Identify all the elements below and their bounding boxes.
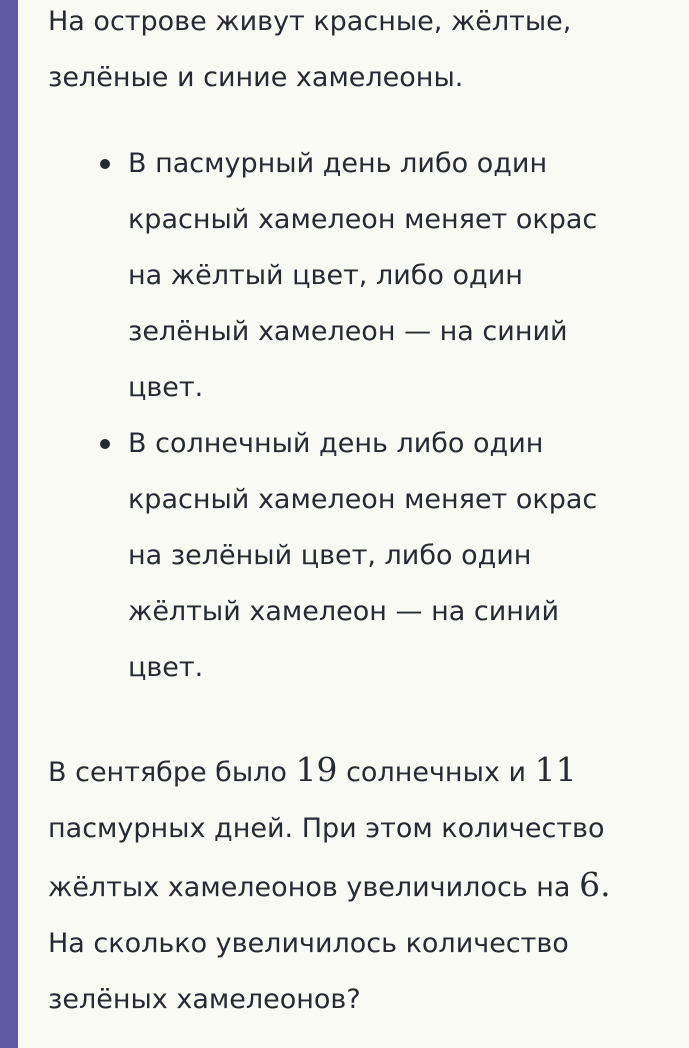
list-line: зелёный хамелеон — на синий xyxy=(128,316,568,347)
sunny-days-number: 19 xyxy=(295,750,338,789)
intro-paragraph xyxy=(48,0,673,106)
question-text: На сколько увеличилось количество xyxy=(48,928,569,959)
problem-text xyxy=(48,0,673,1028)
cloudy-days-number: 11 xyxy=(534,750,577,789)
intro-line: зелёные и синие хамелеоны. xyxy=(48,62,464,93)
list-line: В пасмурный день либо один xyxy=(128,148,548,179)
bullet-icon xyxy=(100,159,110,169)
question-text: жёлтых хамелеонов увеличилось на xyxy=(48,872,580,903)
bullet-icon xyxy=(100,439,110,449)
intro-line: На острове живут красные, жёлтые, xyxy=(48,6,572,37)
period: . xyxy=(600,865,611,904)
list-line: жёлтый хамелеон — на синий xyxy=(128,596,559,627)
list-line: цвет. xyxy=(128,652,204,683)
list-line: на зелёный цвет, либо один xyxy=(128,540,532,571)
yellow-increase-number: 6 xyxy=(579,865,601,904)
list-line: красный хамелеон меняет окрас xyxy=(128,204,598,235)
list-line: на жёлтый цвет, либо один xyxy=(128,260,523,291)
accent-bar xyxy=(0,0,18,1048)
list-line: красный хамелеон меняет окрас xyxy=(128,484,598,515)
rules-list xyxy=(48,136,673,696)
question-text: солнечных и xyxy=(337,757,535,788)
question-paragraph xyxy=(48,742,673,1028)
list-item-sunny-day xyxy=(48,416,673,696)
list-line: В солнечный день либо один xyxy=(128,428,544,459)
question-text: зелёных хамелеонов? xyxy=(48,984,361,1015)
list-item-cloudy-day xyxy=(48,136,673,416)
list-line: цвет. xyxy=(128,372,204,403)
question-text: пасмурных дней. При этом количество xyxy=(48,813,605,844)
question-text: В сентябре было xyxy=(48,757,296,788)
